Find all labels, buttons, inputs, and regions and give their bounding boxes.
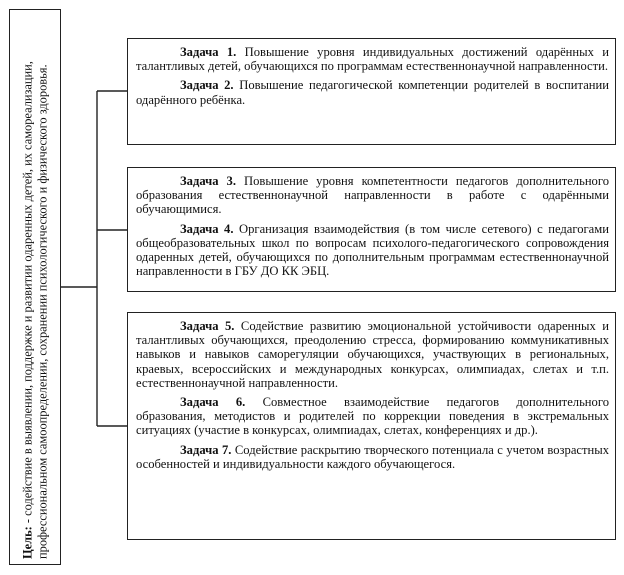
task-4 <box>136 222 609 279</box>
goal-text <box>20 15 49 559</box>
task-group-2 <box>127 167 616 292</box>
task-group-3 <box>127 312 616 540</box>
task-6-text: Совместное взаимодействие педагогов дополнительного образования, методистов и родителей по коррекции поведения в экстремальных ситуациях (участие в конкурсах, олимпиадах, слетах, конференциях и др.). <box>136 395 609 438</box>
task-group-1 <box>127 38 616 145</box>
task-1 <box>136 45 609 73</box>
goal-description: - содействие в выявлении, поддержке и развитии одаренных детей, их самореализации, профессиональном самоопределении, сохранении психологического и физического здоровья. <box>20 61 49 559</box>
task-2-label: Задача 2. <box>180 78 234 93</box>
task-6 <box>136 395 609 438</box>
task-1-text: Повышение уровня индивидуальных достижений одарённых и талантливых детей, обучающихся по программам естественнонаучной направленности. <box>136 45 610 74</box>
task-1-label: Задача 1. <box>180 45 237 59</box>
task-3 <box>136 174 609 217</box>
task-7 <box>136 443 609 471</box>
task-4-text: Организация взаимодействия (в том числе сетевого) с педагогами общеобразовательных школ по вопросам психолого-педагогического сопровождения одаренных детей, обучающихся по дополнительным программам естественнонаучной направленности в ГБУ ДО КК ЭБЦ. <box>136 221 609 279</box>
goal-label: Цель: <box>20 526 35 559</box>
goal-box <box>9 9 61 565</box>
task-3-label: Задача 3. <box>180 174 236 188</box>
task-4-label: Задача 4. <box>180 221 234 236</box>
task-6-label: Задача 6. <box>180 395 246 410</box>
task-5 <box>136 319 609 390</box>
task-7-label: Задача 7. <box>180 442 232 457</box>
task-2-text: Повышение педагогической компетенции родителей в воспитании одарённого ребёнка. <box>136 78 609 107</box>
task-5-label: Задача 5. <box>180 319 235 333</box>
task-5-text: Содействие развитию эмоциональной устойчивости одаренных и талантливых обучающихся, преодолению стресса, формированию коммуникативных навыков и навыков саморегуляции обучающихся, участвующих в региональных, краевых, всероссийских и международных конкурсах, олимпиадах, слетах и т.п. естественнонаучной направленности. <box>136 319 609 390</box>
task-3-text: Повышение уровня компетентности педагогов дополнительного образования естественнонаучной направленности в работе с одарёнными обучающимися. <box>136 174 610 217</box>
task-7-text: Содействие раскрытию творческого потенциала с учетом возрастных особенностей и индивидуальности каждого обучающегося. <box>136 442 610 471</box>
task-2 <box>136 78 609 106</box>
